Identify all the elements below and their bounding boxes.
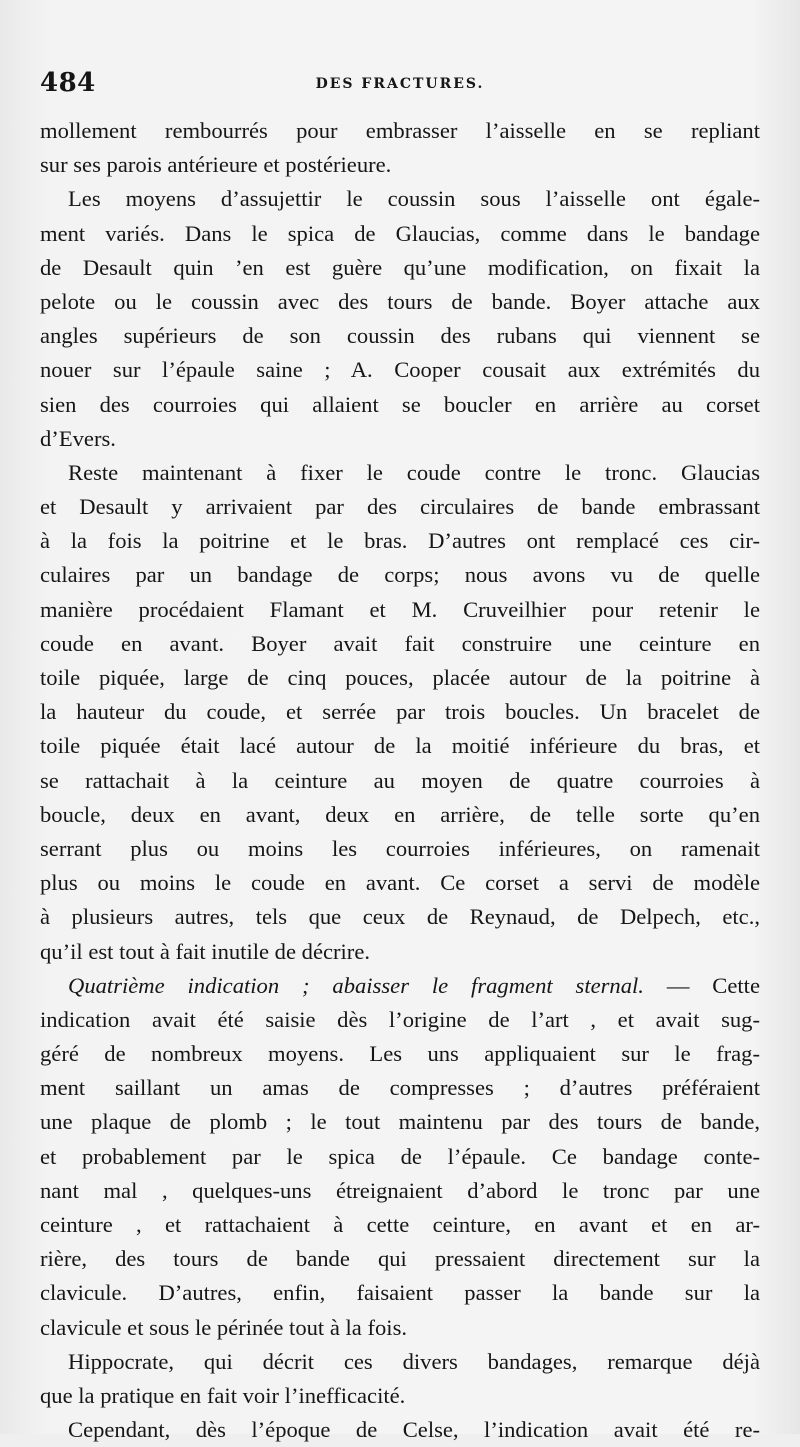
text-line: plus ou moins le coude en avant. Ce corset a servi de modèle [40, 870, 760, 896]
text-line: toile piquée, large de cinq pouces, placée autour de la poitrine à [40, 665, 760, 690]
text-line: clavicule. D’autres, enfin, faisaient passer la bande sur la [40, 1280, 760, 1306]
paragraph-2 [40, 182, 760, 456]
paragraph-5 [40, 1345, 760, 1413]
paragraph-6 [40, 1413, 760, 1447]
text-line: indication avait été saisie dès l’origine de l’art , et avait sug- [40, 1006, 760, 1032]
text-line: toile piquée était lacé autour de la moitié inférieure du bras, et [40, 733, 760, 759]
text-line: rière, des tours de bande qui pressaient directement sur la [40, 1246, 760, 1272]
text-line: angles supérieurs de son coussin des rubans qui viennent se [40, 323, 760, 349]
text-line: sur ses parois antérieure et postérieure. [40, 152, 392, 178]
text-line: Les moyens d’assujettir le coussin sous l’aisselle ont égale- [68, 186, 760, 212]
text-line: se rattachait à la ceinture au moyen de quatre courroies à [40, 767, 760, 793]
text-line [40, 969, 760, 1003]
text-line: et Desault y arrivaient par des circulaires de bande embrassant [40, 494, 760, 520]
text-line: ment saillant un amas de compresses ; d’autres préféraient [40, 1075, 760, 1101]
text-line: et probablement par le spica de l’épaule. Ce bandage conte- [40, 1143, 760, 1169]
text-line: mollement rembourrés pour embrasser l’aisselle en se repliant [40, 118, 760, 143]
text-line: à plusieurs autres, tels que ceux de Reynaud, de Delpech, etc., [40, 904, 760, 930]
text-body [40, 114, 760, 1447]
text-line: manière procédaient Flamant et M. Cruveilhier pour retenir le [40, 596, 760, 622]
text-line: Cependant, dès l’époque de Celse, l’indication avait été re- [68, 1417, 760, 1443]
text-line: nouer sur l’épaule saine ; A. Cooper cousait aux extrémités du [40, 357, 760, 383]
section-heading: Quatrième indication ; abaisser le fragment sternal. [68, 972, 644, 998]
text-line: de Desault quin ’en est guère qu’une modification, on fixait la [40, 254, 760, 280]
page-number: 484 [40, 68, 96, 98]
text-line: une plaque de plomb ; le tout maintenu par des tours de bande, [40, 1109, 760, 1135]
text-line: ment variés. Dans le spica de Glaucias, comme dans le bandage [40, 220, 760, 246]
text-line: clavicule et sous le périnée tout à la fois. [40, 1314, 408, 1340]
text-line: culaires par un bandage de corps; nous avons vu de quelle [40, 562, 760, 588]
running-head [40, 68, 760, 102]
paragraph-3 [40, 456, 760, 969]
text-line: géré de nombreux moyens. Les uns appliquaient sur le frag- [40, 1041, 760, 1067]
text-line: serrant plus ou moins les courroies inférieures, on ramenait [40, 835, 760, 861]
paragraph-1 [40, 114, 760, 182]
text-line: Hippocrate, qui décrit ces divers bandages, remarque déjà [68, 1348, 760, 1374]
text-line: ceinture , et rattachaient à cette ceinture, en avant et en ar- [40, 1212, 760, 1237]
text-line: pelote ou le coussin avec des tours de bande. Boyer attache aux [40, 288, 760, 314]
text-line: Reste maintenant à fixer le coude contre le tronc. Glaucias [68, 459, 760, 485]
text-line: à la fois la poitrine et le bras. D’autres ont remplacé ces cir- [40, 528, 760, 554]
text-line: nant mal , quelques-uns étreignaient d’abord le tronc par une [40, 1177, 760, 1203]
paragraph-4 [40, 969, 760, 1345]
running-title: DES FRACTURES. [315, 76, 485, 92]
text-line: d’Evers. [40, 425, 116, 451]
text-line: boucle, deux en avant, deux en arrière, de telle sorte qu’en [40, 801, 760, 827]
text-line: que la pratique en fait voir l’inefficacité. [40, 1382, 406, 1408]
text-line: la hauteur du coude, et serrée par trois boucles. Un bracelet de [40, 699, 760, 725]
text-line: qu’il est tout à fait inutile de décrire. [40, 938, 371, 964]
text-line: coude en avant. Boyer avait fait construire une ceinture en [40, 630, 760, 656]
heading-tail: — Cette [666, 972, 760, 998]
text-line: sien des courroies qui allaient se boucler en arrière au corset [40, 391, 760, 417]
